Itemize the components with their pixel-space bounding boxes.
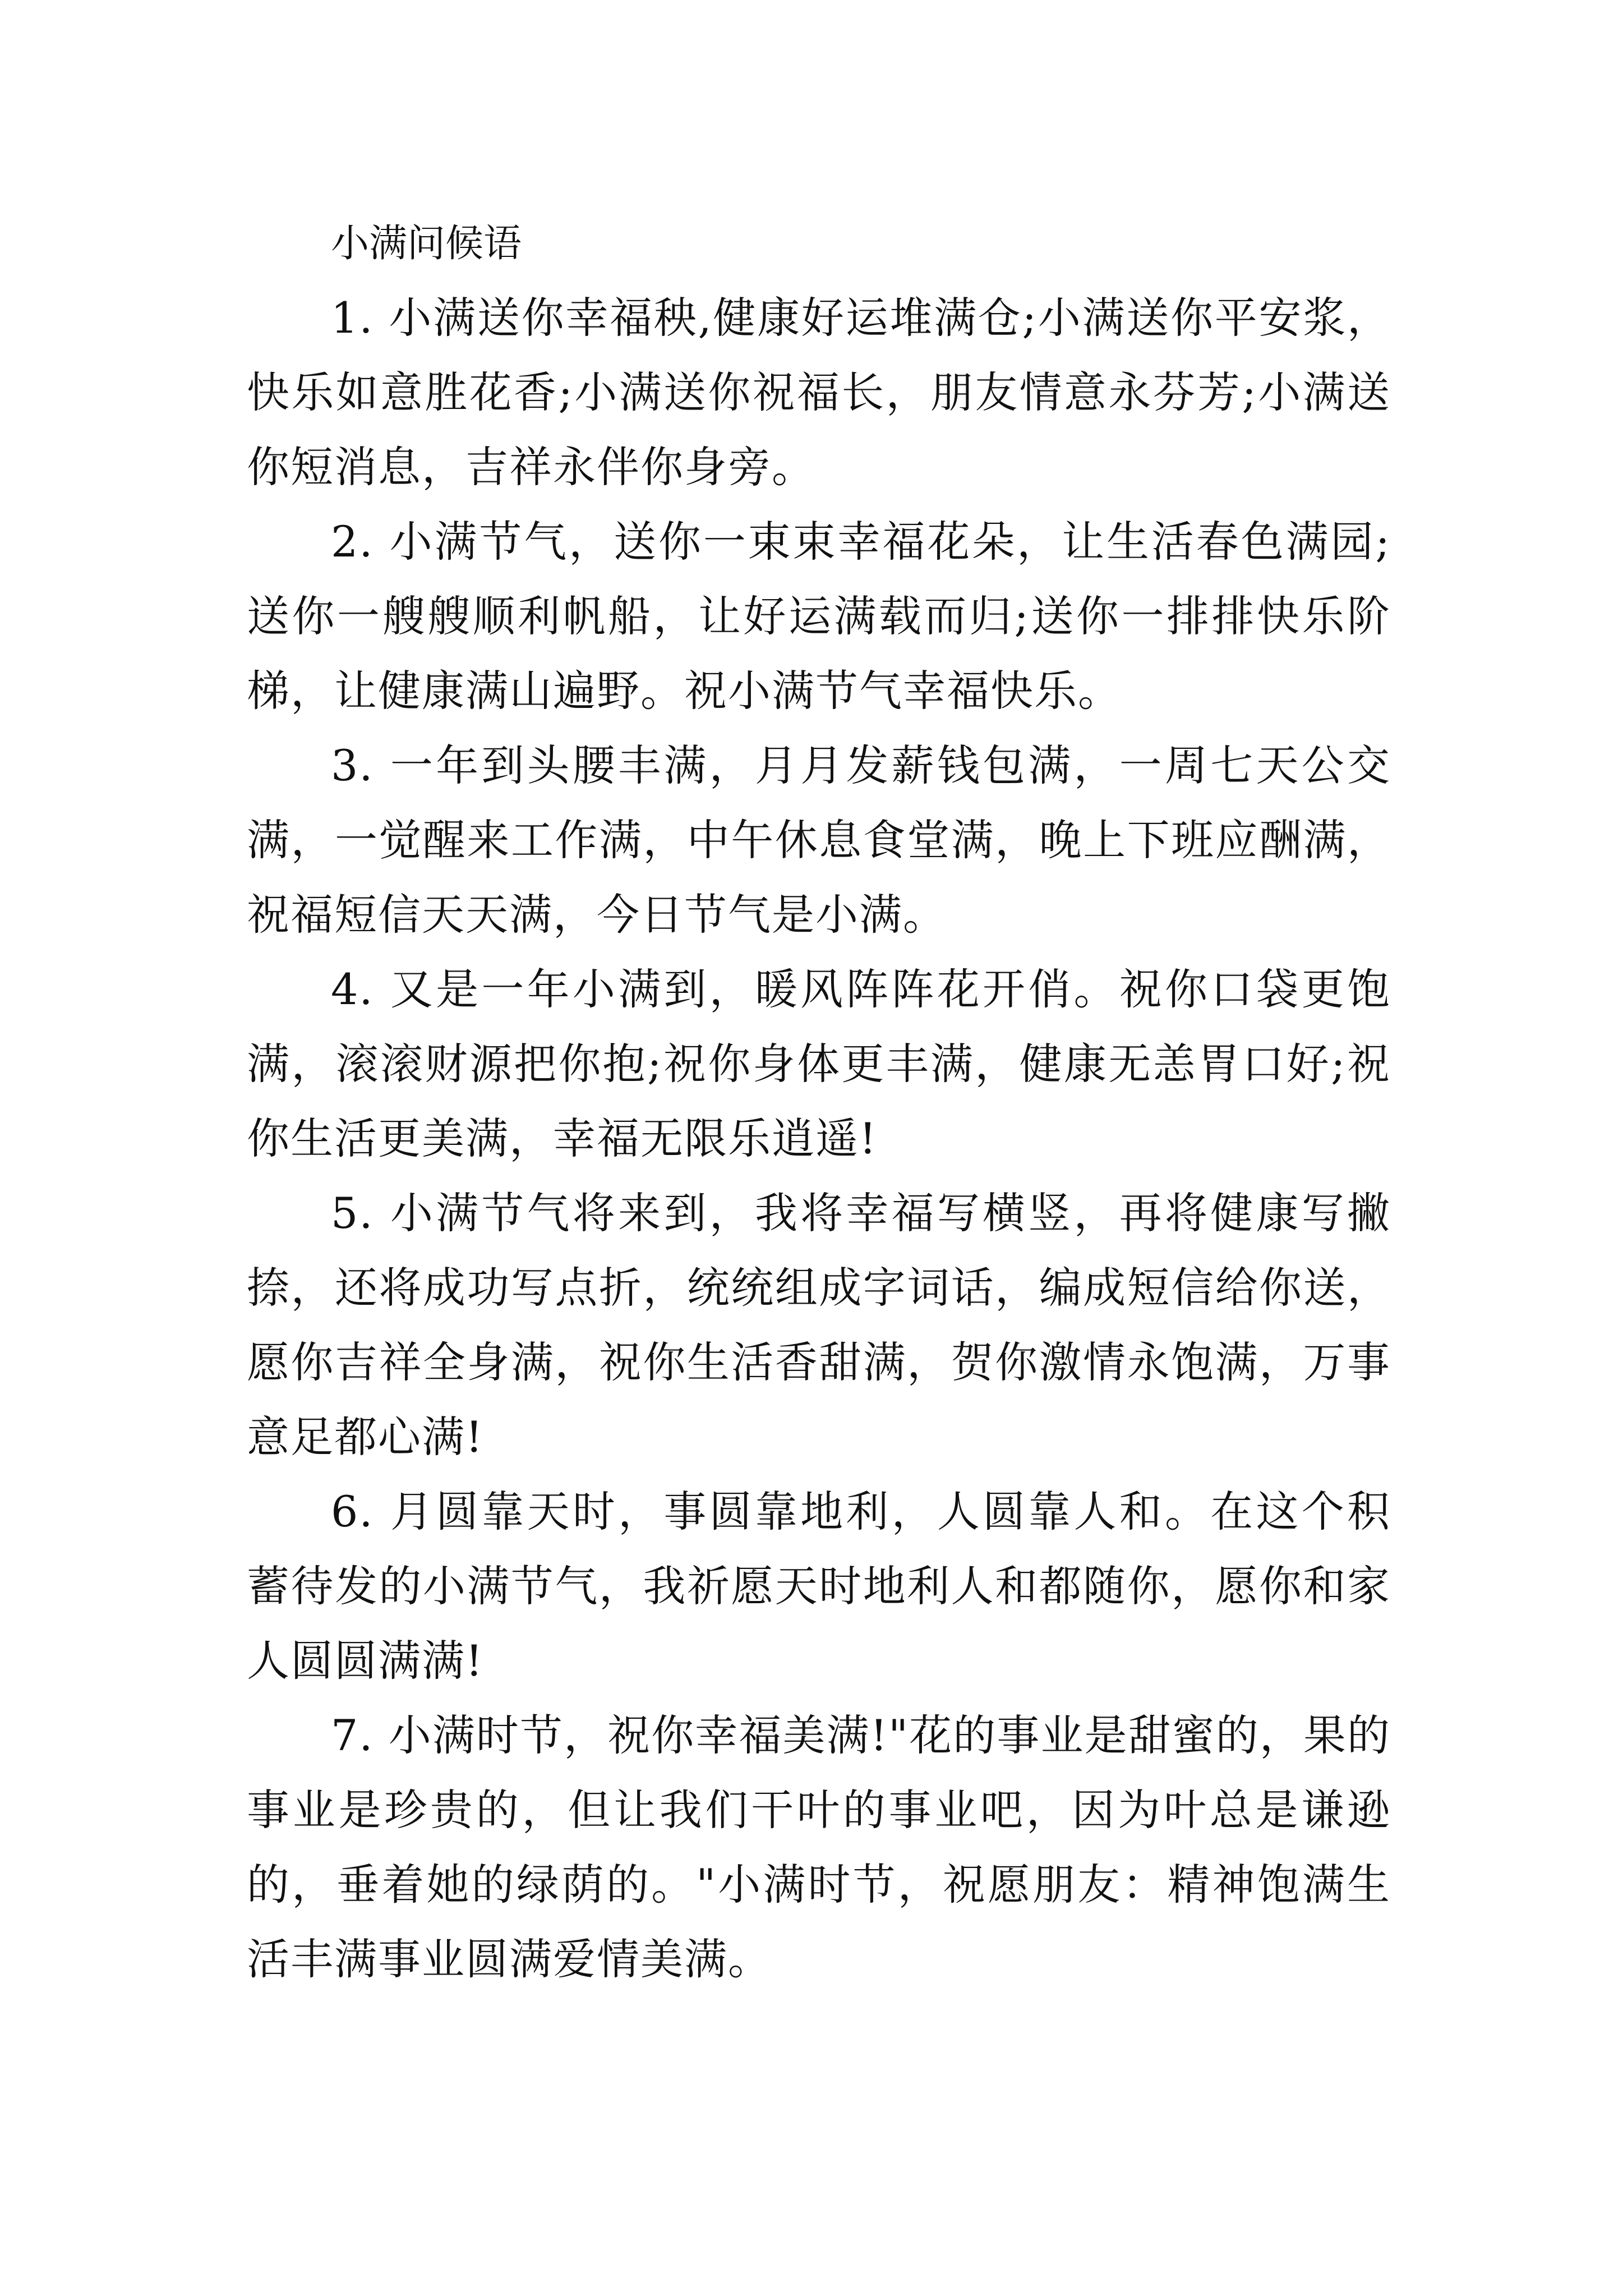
greeting-paragraph-2: 2. 小满节气，送你一束束幸福花朵，让生活春色满园;送你一艘艘顺利帆船，让好运满载而归;送你一排排快乐阶梯，让健康满山遍野。祝小满节气幸福快乐。 bbox=[247, 517, 1391, 716]
greeting-paragraph-4: 4. 又是一年小满到，暖风阵阵花开俏。祝你口袋更饱满，滚滚财源把你抱;祝你身体更丰满，健康无恙胃口好;祝你生活更美满，幸福无限乐逍遥! bbox=[247, 964, 1391, 1163]
greeting-paragraph-5: 5. 小满节气将来到，我将幸福写横竖，再将健康写撇捺，还将成功写点折，统统组成字词话，编成短信给你送，愿你吉祥全身满，祝你生活香甜满，贺你激情永饱满，万事意足都心满! bbox=[247, 1188, 1391, 1462]
greeting-paragraph-3: 3. 一年到头腰丰满，月月发薪钱包满，一周七天公交满，一觉醒来工作满，中午休息食堂满，晚上下班应酬满，祝福短信天天满，今日节气是小满。 bbox=[247, 740, 1391, 940]
document-body bbox=[247, 208, 1391, 1996]
greeting-paragraph-1: 1. 小满送你幸福秧,健康好运堆满仓;小满送你平安浆，快乐如意胜花香;小满送你祝福长，朋友情意永芬芳;小满送你短消息，吉祥永伴你身旁。 bbox=[247, 293, 1391, 492]
greeting-paragraph-7: 7. 小满时节，祝你幸福美满!"花的事业是甜蜜的，果的事业是珍贵的，但让我们干叶的事业吧，因为叶总是谦逊的，垂着她的绿荫的。"小满时节，祝愿朋友：精神饱满生活丰满事业圆满爱情美满。 bbox=[247, 1710, 1391, 1984]
greeting-paragraph-6: 6. 月圆靠天时，事圆靠地利，人圆靠人和。在这个积蓄待发的小满节气，我祈愿天时地利人和都随你，愿你和家人圆圆满满! bbox=[247, 1487, 1391, 1686]
document-title: 小满问候语 bbox=[331, 222, 522, 266]
